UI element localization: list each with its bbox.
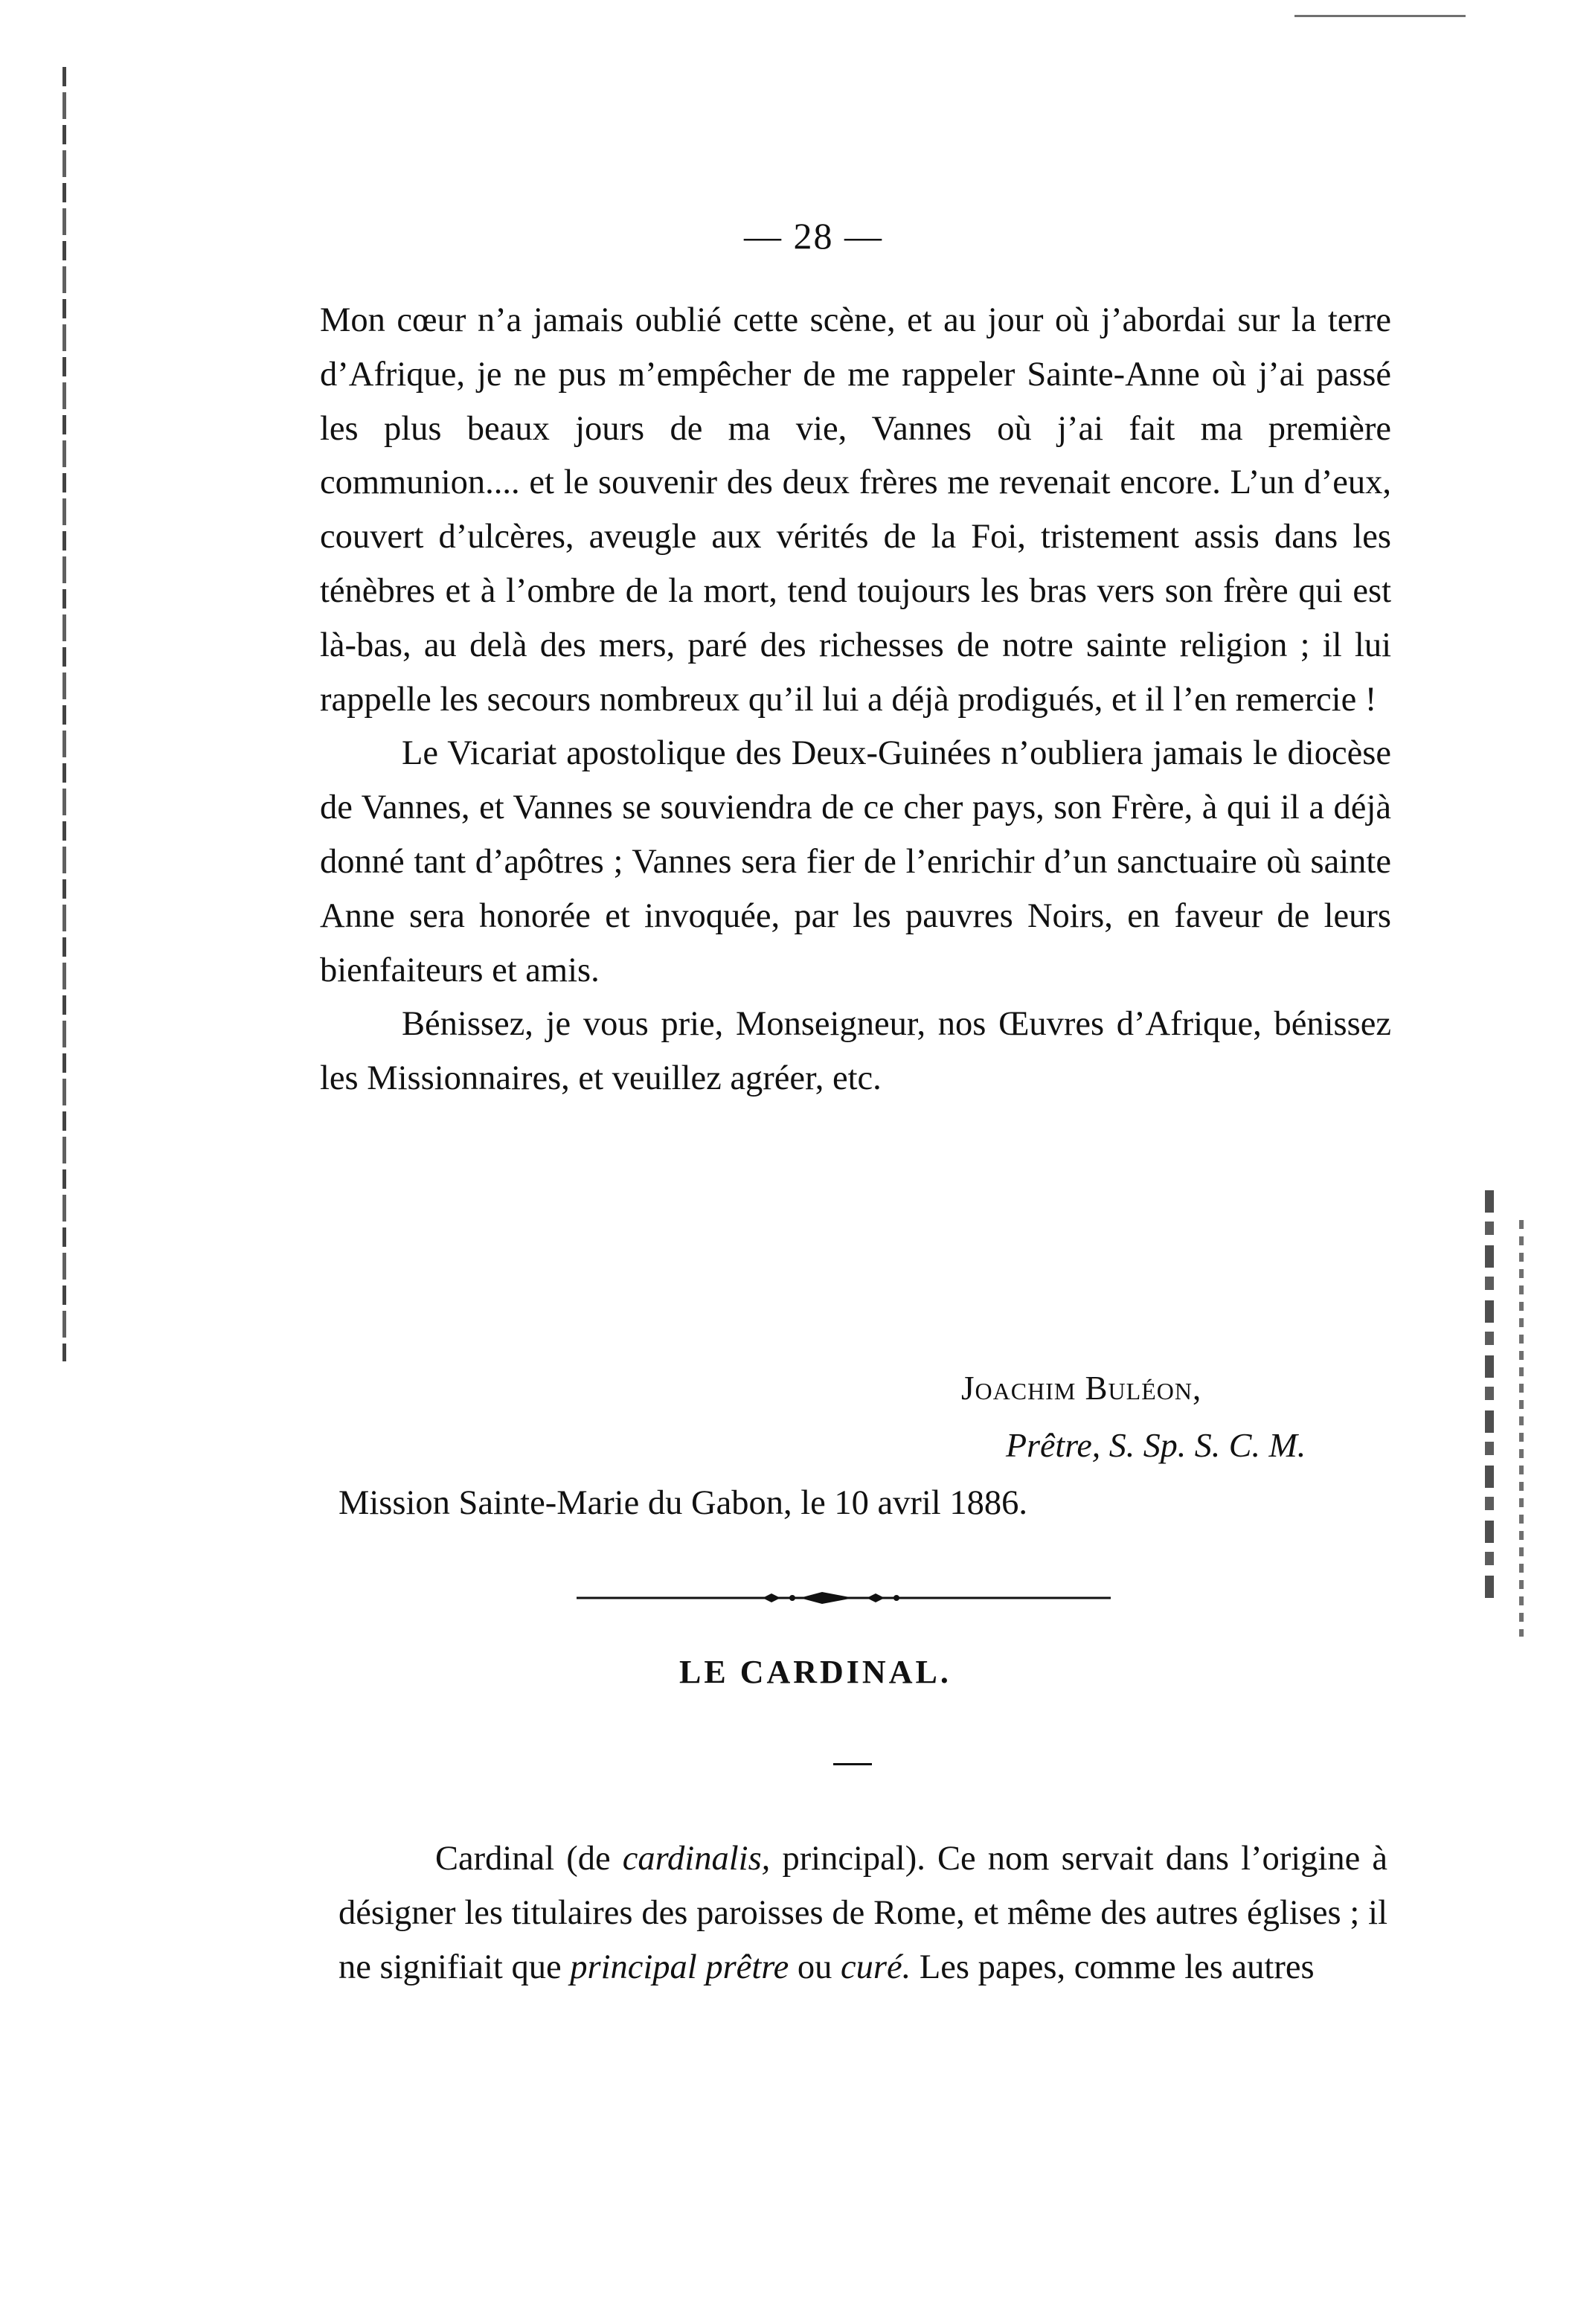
letter-paragraph: Le Vicariat apostolique des Deux-Guinées n’oubliera jamais le diocèse de Vannes, et Vannes se souviendra de ce cher pays, son Frère, à qui il a déjà donné tant d’apôtres ; Vannes sera fier de l’enrichir d’un sanctuaire où sainte Anne sera honorée et invoquée, par les pauvres Noirs, en faveur de leurs bienfaiteurs et amis. bbox=[320, 734, 1391, 989]
letter-paragraph: Mon cœur n’a jamais oublié cette scène, et au jour où j’abordai sur la terre d’Afrique, je ne pus m’empêcher de me rappeler Sainte-Anne où j’ai passé les plus beaux jours de ma vie, Vannes où j’ai fait ma première communion.... et le souvenir des deux frères me revenait encore. L’un d’eux, couvert d’ulcères, aveugle aux vérités de la Foi, tristement assis dans les ténèbres et à l’ombre de la mort, tend toujours les bras vers son frère qui est là-bas, au delà des mers, paré des richesses de notre sainte religion ; il lui rappelle les secours nombreux qu’il lui a déjà prodigués, et il l’en remercie ! bbox=[320, 301, 1391, 719]
text-run: Cardinal (de bbox=[435, 1840, 623, 1878]
ornamental-rule bbox=[577, 1589, 1111, 1607]
italic-term: principal prêtre bbox=[570, 1948, 789, 1986]
scan-edge-artifact bbox=[62, 67, 66, 1361]
text-run: ou bbox=[789, 1948, 841, 1986]
letter-body bbox=[320, 294, 1391, 1106]
italic-term: curé. bbox=[841, 1948, 911, 1986]
text-run: principal). Ce nom servait dans l’origine à désigner les titulaires des paroisses de Rome, et même des autres églises ; il ne signifiait que bbox=[338, 1840, 1387, 1986]
heading-rule bbox=[833, 1763, 872, 1765]
section-body bbox=[338, 1832, 1387, 1994]
section-paragraph bbox=[338, 1832, 1387, 1994]
italic-term: cardinalis, bbox=[622, 1840, 771, 1878]
letter-paragraph: Bénissez, je vous prie, Monseigneur, nos Œuvres d’Afrique, bénissez les Missionnaires, et veuillez agréer, etc. bbox=[320, 1005, 1391, 1098]
text-run: Les papes, comme les autres bbox=[911, 1948, 1315, 1986]
page-number: — 28 — bbox=[744, 215, 883, 257]
signature-name: Joachim Buléon, bbox=[961, 1370, 1202, 1407]
scan-edge-artifact bbox=[1294, 15, 1466, 17]
signature-title: Prêtre, S. Sp. S. C. M. bbox=[1006, 1426, 1306, 1464]
dateline: Mission Sainte-Marie du Gabon, le 10 avril 1886. bbox=[338, 1484, 1027, 1522]
scan-edge-artifact bbox=[1519, 1220, 1524, 1637]
section-heading: LE CARDINAL. bbox=[679, 1654, 952, 1690]
scan-edge-artifact bbox=[1485, 1190, 1494, 1607]
